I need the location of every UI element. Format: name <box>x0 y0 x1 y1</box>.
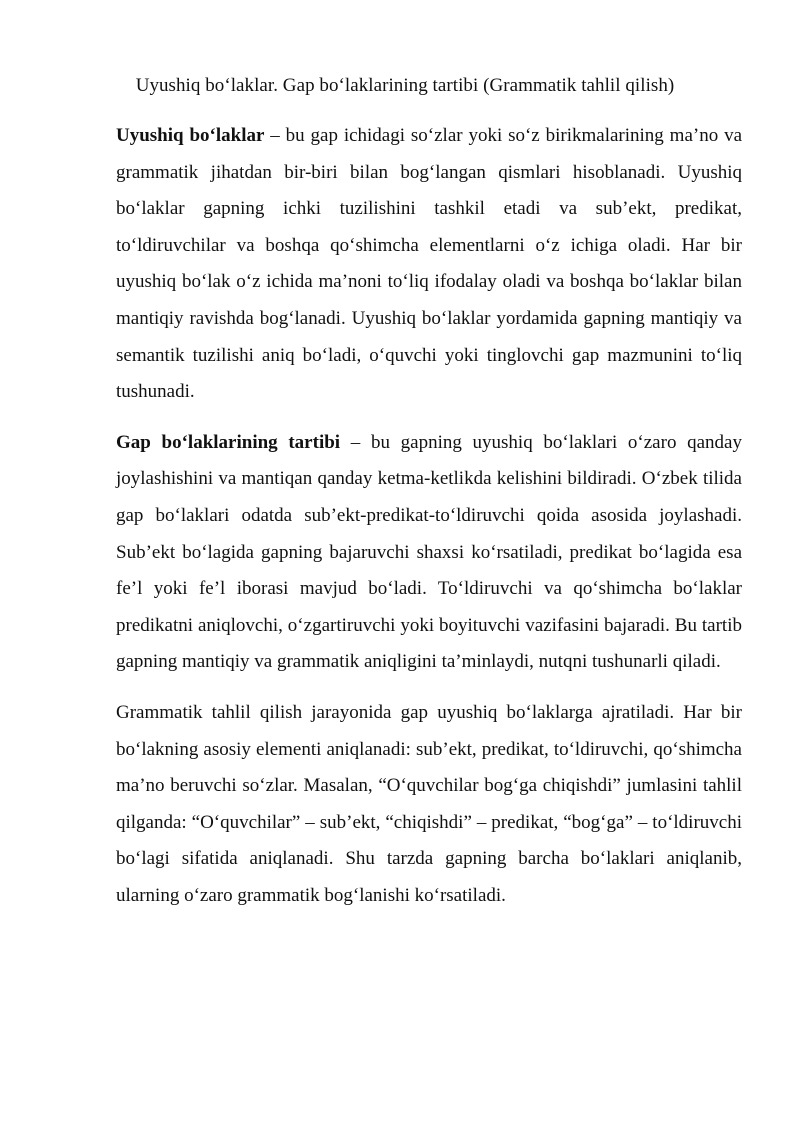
paragraph-uyushiq-bolaklar <box>116 118 742 411</box>
paragraph-grammatik-tahlil <box>116 695 742 915</box>
document-title: Uyushiq bo‘laklar. Gap bo‘laklarining tartibi (Grammatik tahlil qilish) <box>135 75 675 96</box>
term-gap-bolaklarining-tartibi: Gap bo‘laklarining tartibi <box>116 431 341 453</box>
paragraph-text: – bu gap ichidagi so‘zlar yoki so‘z birikmalarining ma’no va grammatik jihatdan bir-biri bilan bog‘langan qismlari hisoblanadi. Uyushiq bo‘laklar gapning ichki tuzilishini tashkil etadi va sub’ekt, predikat, to‘ldiruvchilar va boshqa qo‘shimcha elementlarni o‘z ichiga oladi. Har bir uyushiq bo‘lak o‘z ichida ma’noni to‘liq ifodalay oladi va boshqa bo‘laklar bilan mantiqiy ravishda bog‘lanadi. Uyushiq bo‘laklar yordamida gapning mantiqiy va semantik tuzilishi aniq bo‘ladi, o‘quvchi yoki tinglovchi gap mazmunini to‘liq tushunadi. <box>116 125 743 403</box>
term-uyushiq-bolaklar: Uyushiq bo‘laklar <box>116 125 265 146</box>
paragraph-text: Grammatik tahlil qilish jarayonida gap uyushiq bo‘laklarga ajratiladi. Har bir bo‘lakning asosiy elementi aniqlanadi: sub’ekt, predikat, to‘ldiruvchi, qo‘shimcha ma’no beruvchi so‘zlar. Masalan, “O‘quvchilar bog‘ga chiqishdi” jumlasini tahlil qilganda: “O‘quvchilar” – sub’ekt, “chiqishdi” – predikat, “bog‘ga” – to‘ldiruvchi bo‘lagi sifatida aniqlanadi. Shu tarzda gapning barcha bo‘laklari aniqlanib, ularning o‘zaro grammatik bog‘lanishi ko‘rsatiladi. <box>116 701 742 906</box>
paragraph-gap-bolaklarining-tartibi <box>116 425 742 681</box>
paragraph-text: – bu gapning uyushiq bo‘laklari o‘zaro qanday joylashishini va mantiqan qanday ketma-ketlikda kelishini bildiradi. O‘zbek tilida gap bo‘laklari odatda sub’ekt-predikat-to‘ldiruvchi qoida asosida joylashadi. Sub’ekt bo‘lagida gapning bajaruvchi shaxsi ko‘rsatiladi, predikat bo‘lagida esa fe’l yoki fe’l iborasi mavjud bo‘ladi. To‘ldiruvchi va qo‘shimcha bo‘laklar predikatni aniqlovchi, o‘zgartiruvchi yoki boyituvchi vazifasini bajaradi. Bu tartib gapning mantiqiy va grammatik aniqligini ta’minlaydi, nutqni tushunarli qiladi. <box>116 431 742 673</box>
